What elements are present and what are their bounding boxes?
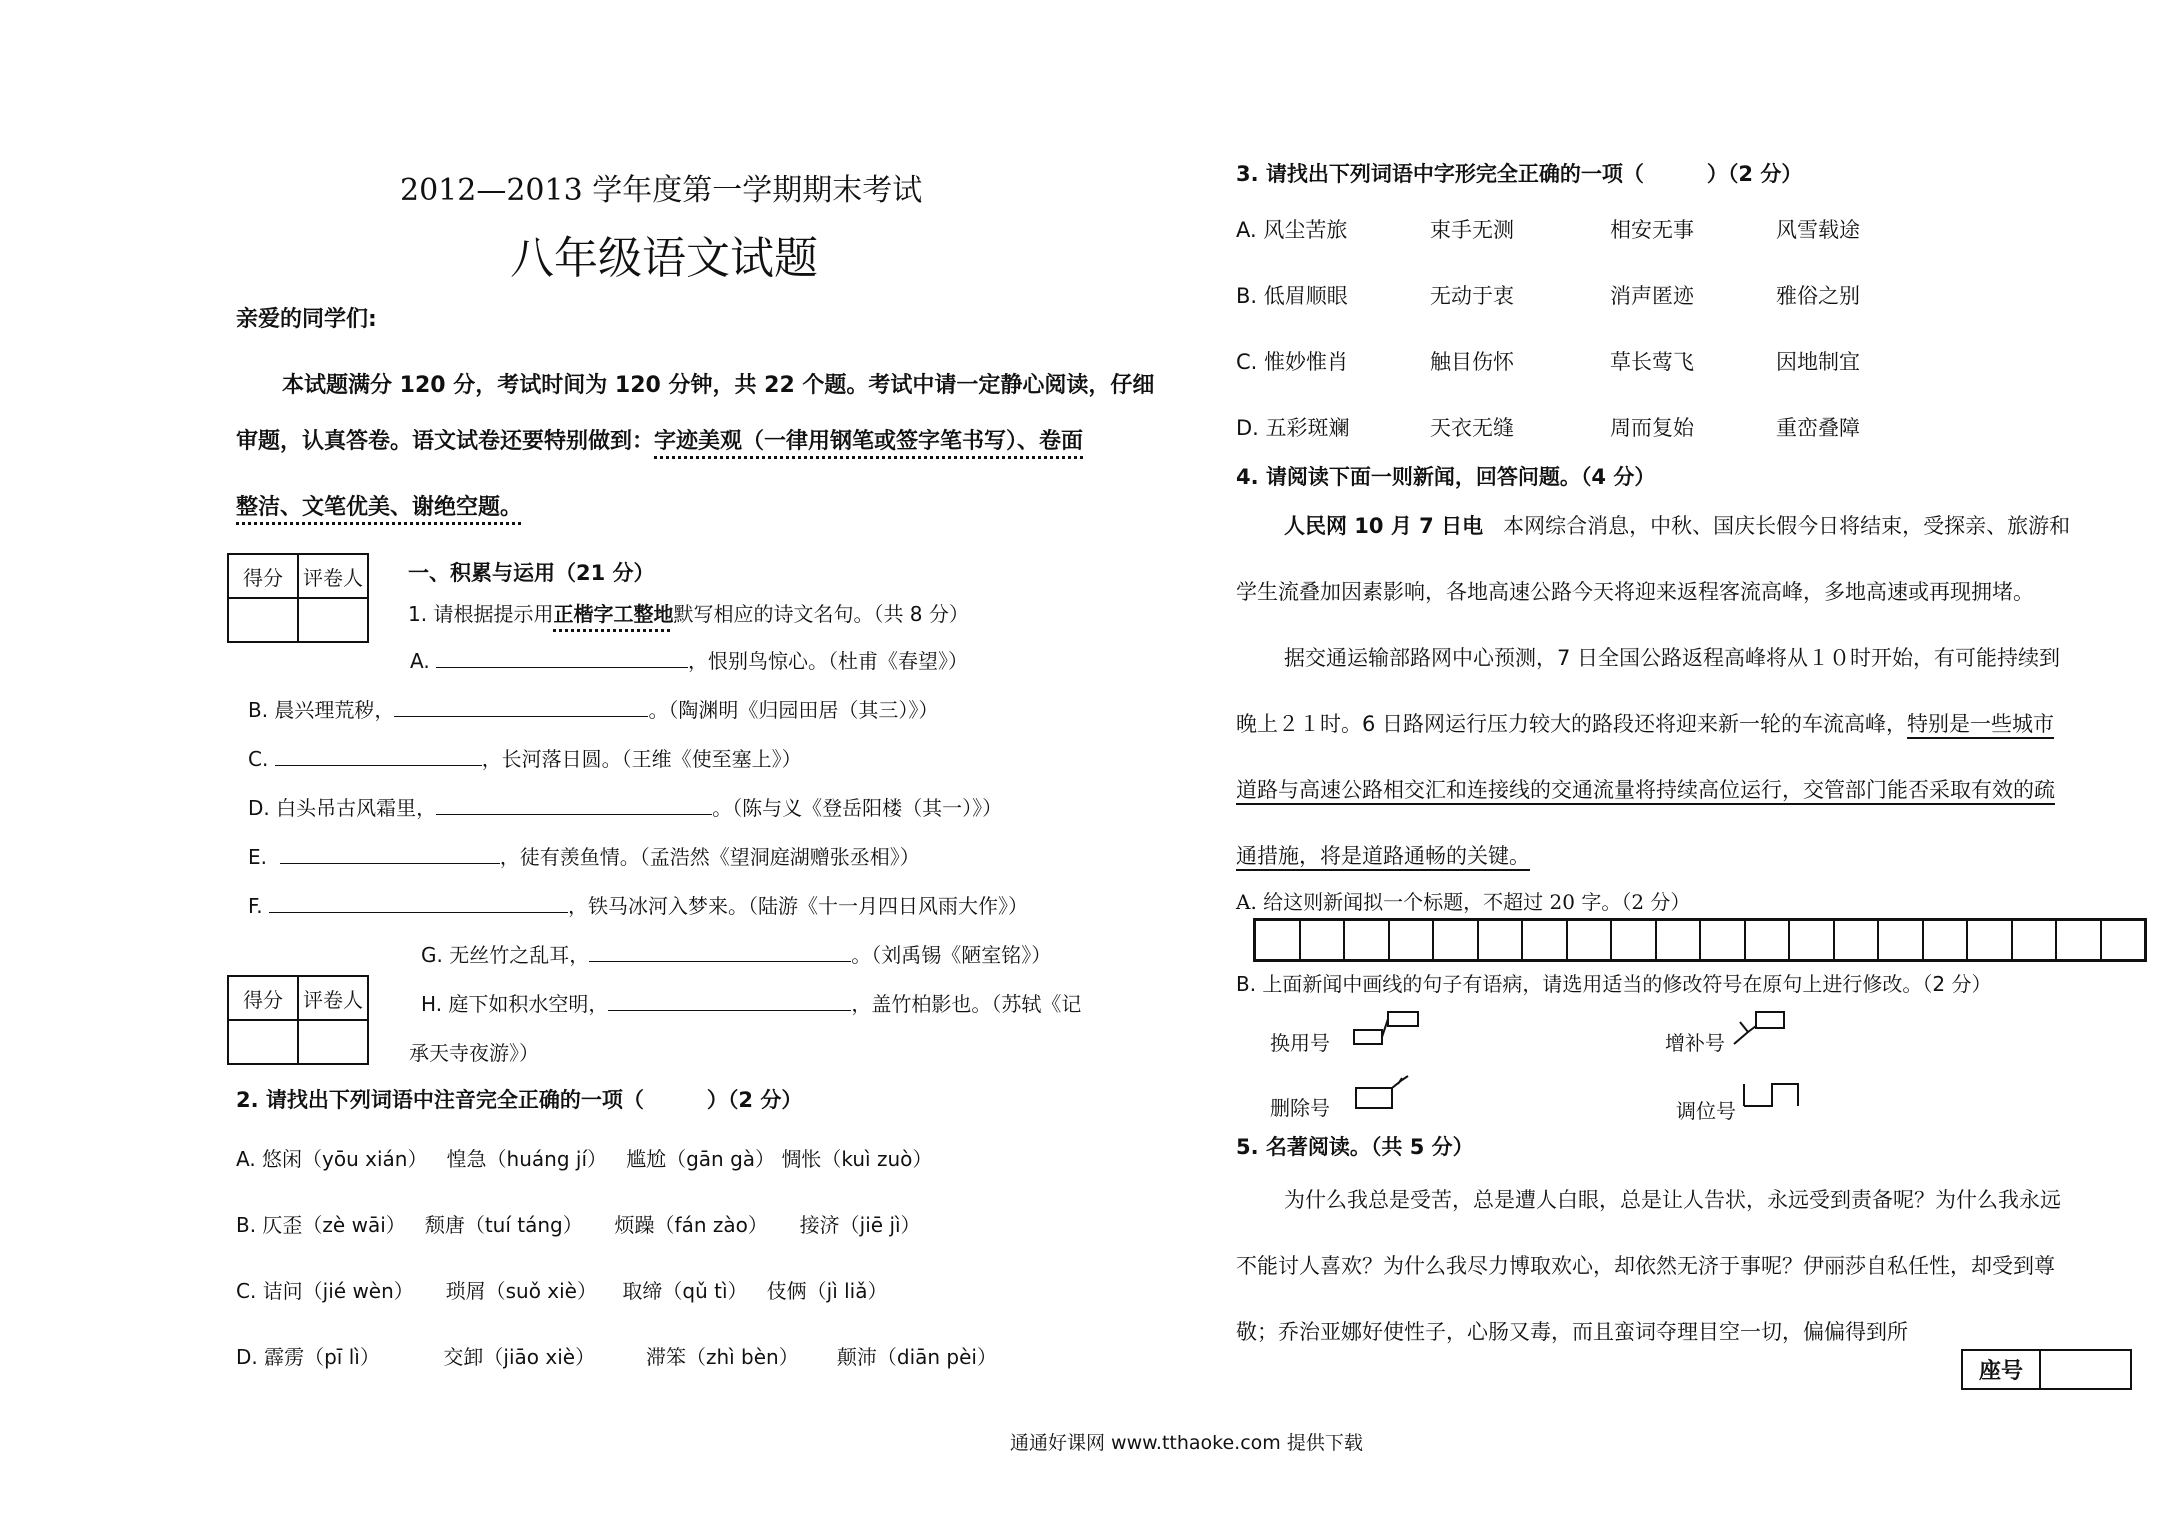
q1-b-label: B. 晨兴理荒秽， [248,698,395,722]
q5-prompt: 5. 名著阅读。（共 5 分） [1236,1135,1474,1159]
score-table-1 [227,553,369,643]
symbol-delete-label: 删除号 [1270,1096,1330,1120]
q1-a-text: ，恨别鸟惊心。（杜甫《春望》） [688,649,969,673]
q1-g-text: 。（刘禹锡《陋室铭》） [851,943,1052,967]
intro-line-1: 本试题满分 120 分，考试时间为 120 分钟，共 22 个题。考试中请一定静心阅读，仔细 [282,373,1155,398]
q1-f-text: ，铁马冰河入梦来。（陆游《十一月四日风雨大作》） [568,894,1029,918]
score-table-2 [227,975,369,1065]
news-line-1-text: 本网综合消息，中秋、国庆长假今日将结束，受探亲、旅游和 [1503,514,2071,538]
q1-e-label: E. [248,845,267,869]
q2-option-b [236,1209,921,1238]
q1-h-label: H. 庭下如积水空明， [421,992,609,1016]
q2-option-a [236,1143,932,1172]
q1-e-blank[interactable] [280,845,500,864]
q2-b-1: B. 仄歪（zè wāi） [236,1213,406,1237]
q3-a-3: 相安无事 [1610,218,1694,242]
q3-c-4: 因地制宜 [1776,350,1860,374]
q1-item-e [248,841,920,870]
q2-d-1: D. 霹雳（pī lì） [236,1345,380,1369]
q2-b-2: 颓唐（tuí táng） [424,1213,583,1237]
q1-f-label: F. [248,894,263,918]
q3-a-1: A. 风尘苦旅 [1236,218,1348,242]
q2-option-d [236,1341,997,1370]
delete-symbol-icon [1354,1072,1414,1112]
news-line-4a: 晚上２１时。6 日路网运行压力较大的路段还将迎来新一轮的车流高峰， [1236,712,1908,736]
title-answer-grid[interactable] [1253,918,2147,962]
q3-d-2: 天衣无缝 [1430,416,1514,440]
q5-paragraph-3: 敬；乔治亚娜好使性子，心肠又毒，而且蛮词夺理目空一切，偏偏得到所 [1236,1320,1908,1344]
news-line-3: 据交通运输部路网中心预测，7 日全国公路返程高峰将从１０时开始，有可能持续到 [1284,646,2061,670]
score-cell[interactable] [228,1020,298,1064]
symbol-replace-label: 换用号 [1270,1031,1330,1055]
q1-c-text: ，长河落日圆。（王维《使至塞上》） [481,747,802,771]
grader-cell[interactable] [298,598,368,642]
q2-a-3: 尴尬（gān gà） [626,1147,776,1171]
symbol-add-label: 增补号 [1665,1031,1725,1055]
q2-d-2: 交卸（jiāo xiè） [443,1345,596,1369]
section-1-heading: 一、积累与运用（21 分） [408,561,655,585]
q3-d-4: 重峦叠障 [1776,416,1860,440]
q1-item-h [421,988,1081,1017]
replace-symbol-icon [1352,1008,1422,1048]
score-header: 得分 [228,976,298,1020]
news-line-4 [1236,708,2054,738]
q1-e-text: ，徒有羡鱼情。（孟浩然《望洞庭湖赠张丞相》） [499,845,920,869]
q1-f-blank[interactable] [269,894,568,913]
q2-d-3: 滞笨（zhì bèn） [645,1345,799,1369]
news-line-4b: 特别是一些城市 [1907,712,2055,736]
greeting: 亲爱的同学们: [236,307,377,332]
q2-option-c [236,1275,887,1304]
q3-b-3: 消声匿迹 [1610,284,1694,308]
seat-number-field[interactable] [2041,1351,2130,1388]
q2-b-4: 接济（jiē jì） [799,1213,921,1237]
q3-c-2: 触目伤怀 [1430,350,1514,374]
news-line-2: 学生流叠加因素影响，各地高速公路今天将迎来返程客流高峰，多地高速或再现拥堵。 [1236,580,2034,604]
q2-b-3: 烦躁（fán zào） [614,1213,768,1237]
q1-h-blank[interactable] [608,992,851,1011]
news-line-1 [1284,510,2070,540]
q2-a-2: 惶急（huáng jí） [446,1147,608,1171]
intro-line-2a: 审题，认真答卷。语文试卷还要特别做到： [236,429,655,454]
seat-number-label: 座号 [1963,1351,2041,1388]
q1-item-g [421,939,1051,968]
grader-header: 评卷人 [298,976,368,1020]
q1-b-blank[interactable] [394,698,648,717]
q1-b-text: 。（陶渊明《归园田居（其三）》） [648,698,939,722]
q2-c-2: 琐屑（suǒ xiè） [445,1279,597,1303]
news-dateline: 人民网 10 月 7 日电 [1284,514,1484,538]
q2-prompt: 2. 请找出下列词语中注音完全正确的一项（ ）（2 分） [236,1088,803,1112]
q2-c-1: C. 诘问（jié wèn） [236,1279,414,1303]
q1-a-label: A. [410,649,430,673]
q3-b-1: B. 低眉顺眼 [1236,284,1348,308]
exam-header: 2012—2013 学年度第一学期期末考试 [400,173,923,208]
q3-d-3: 周而复始 [1610,416,1694,440]
score-cell[interactable] [228,598,298,642]
q4-prompt: 4. 请阅读下面一则新闻，回答问题。（4 分） [1236,465,1656,489]
q3-a-2: 束手无测 [1430,218,1514,242]
q1-c-label: C. [248,747,269,771]
q1-h-text: ，盖竹柏影也。（苏轼《记 [851,992,1082,1016]
q2-a-1: A. 悠闲（yōu xián） [236,1147,428,1171]
q3-c-3: 草长莺飞 [1610,350,1694,374]
intro-line-2b: 字迹美观（一律用钢笔或签字笔书写）、卷面 [654,429,1084,454]
news-line-5: 道路与高速公路相交汇和连接线的交通流量将持续高位运行，交管部门能否采取有效的疏 [1236,778,2055,802]
q3-prompt: 3. 请找出下列词语中字形完全正确的一项（ ）（2 分） [1236,162,1803,186]
score-header: 得分 [228,554,298,598]
q1-prompt-c: 默写相应的诗文名句。（共 8 分） [673,602,969,626]
q1-c-blank[interactable] [275,747,482,766]
q1-item-d [248,792,1002,821]
q1-prompt-b: 正楷字工整地 [553,602,674,626]
q2-c-4: 伎俩（jì liǎ） [766,1279,888,1303]
grader-cell[interactable] [298,1020,368,1064]
q1-item-f [248,890,1028,919]
q3-b-4: 雅俗之别 [1776,284,1860,308]
q1-d-label: D. 白头吊古风霜里， [248,796,437,820]
intro-line-3: 整洁、文笔优美、谢绝空题。 [236,495,523,520]
swap-symbol-icon [1740,1078,1810,1114]
q1-item-b [248,694,938,723]
q3-c-1: C. 惟妙惟肖 [1236,350,1349,374]
q1-item-a [410,645,968,674]
q2-c-3: 取缔（qǔ tì） [622,1279,748,1303]
q4-b-prompt: B. 上面新闻中画线的句子有语病，请选用适当的修改符号在原句上进行修改。（2 分） [1236,972,1992,996]
q3-b-2: 无动于衷 [1430,284,1514,308]
page-title: 八年级语文试题 [510,233,818,284]
q5-paragraph-2: 不能讨人喜欢？为什么我尽力博取欢心，却依然无济于事呢？伊丽莎自私任性，却受到尊 [1236,1254,2055,1278]
q1-d-blank[interactable] [436,796,712,815]
footer-text: 通通好课网 www.tthaoke.com 提供下载 [1010,1432,1363,1454]
q1-g-blank[interactable] [589,943,851,962]
q3-a-4: 风雪载途 [1776,218,1860,242]
insert-symbol-icon [1730,1008,1790,1048]
q1-item-h-cont: 承天寺夜游》） [409,1041,539,1065]
q1-d-text: 。（陈与义《登岳阳楼（其一）》） [712,796,1003,820]
q1-prompt [408,598,969,627]
grader-header: 评卷人 [298,554,368,598]
intro-line-2 [236,424,1083,455]
seat-number-box [1961,1349,2132,1390]
q1-prompt-a: 1. 请根据提示用 [408,602,554,626]
q3-d-1: D. 五彩斑斓 [1236,416,1350,440]
q5-paragraph-1: 为什么我总是受苦，总是遭人白眼，总是让人告状，永远受到责备呢？为什么我永远 [1284,1188,2061,1212]
q1-g-label: G. 无丝竹之乱耳， [421,943,590,967]
q2-a-4: 惆怅（kuì zuò） [781,1147,933,1171]
symbol-swap-label: 调位号 [1676,1099,1736,1123]
q1-a-blank[interactable] [436,649,688,668]
q2-d-4: 颠沛（diān pèi） [836,1345,997,1369]
q4-a-prompt: A. 给这则新闻拟一个标题，不超过 20 字。（2 分） [1236,890,1691,914]
q1-item-c [248,743,802,772]
news-line-6: 通措施，将是道路通畅的关键。 [1236,844,1530,868]
